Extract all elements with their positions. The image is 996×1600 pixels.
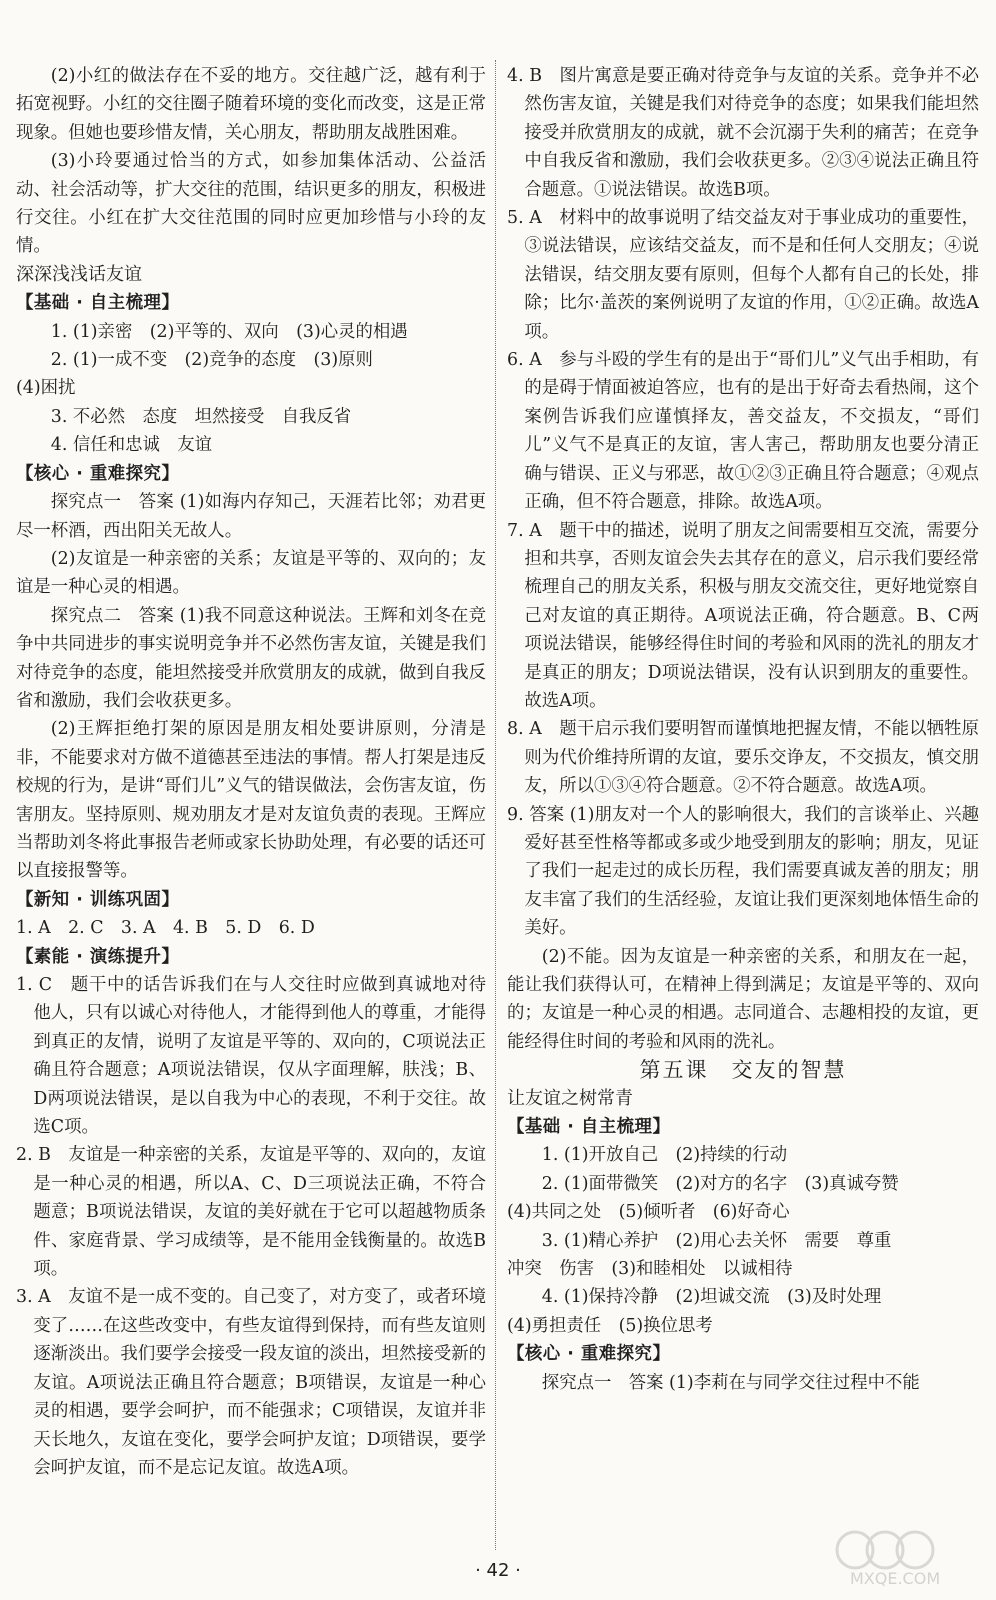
answer-line: (4)共同之处 (5)倾听者 (6)好奇心 xyxy=(507,1202,790,1223)
question-answer: 3. A 友谊不是一成不变的。自己变了，对方变了，或者环境变了……在这些改变中，有些友谊得到保持，而有些友谊则逐渐淡出。我们要学会接受一段友谊的淡出，坦然接受新的友谊。A项说法正确且符合题意；B项错误，友谊是一种心灵的相遇，要学会呵护，而不能强求；C项错误，友谊并非天长地久，友谊在变化，要学会呵护友谊；D项错误，要学会呵护友谊，而不是忘记友谊。故选A项。 xyxy=(16,1287,486,1478)
answer-line: 1. (1)亲密 (2)平等的、双向 (3)心灵的相遇 xyxy=(50,321,408,342)
paragraph: (2)小红的做法存在不妥的地方。交往越广泛，越有利于拓宽视野。小红的交往圈子随着环境的变化而改变，这是正常现象。但她也要珍惜友情，关心朋友，帮助朋友战胜困难。 xyxy=(16,66,486,143)
answer-line: 2. (1)一成不变 (2)竞争的态度 (3)原则 xyxy=(50,350,373,371)
section-heading: 【核心 · 重难探究】 xyxy=(16,463,180,484)
section-title: 深深浅浅话友谊 xyxy=(16,263,142,285)
section-title: 让友谊之树常青 xyxy=(507,1087,633,1109)
section-heading: 【基础 · 自主梳理】 xyxy=(16,293,180,314)
paragraph: (3)小玲要通过恰当的方式，如参加集体活动、公益活动、社会活动等，扩大交往的范围，结识更多的朋友，积极进行交往。小红在扩大交往范围的同时应更加珍惜与小玲的友情。 xyxy=(16,151,486,257)
answer-line: 4. 信任和忠诚 友谊 xyxy=(50,435,213,456)
column-divider xyxy=(495,60,496,1550)
answer-line: 冲突 伤害 (3)和睦相处 以诚相待 xyxy=(507,1259,793,1280)
answer-line: 3. (1)精心养护 (2)用心去关怀 需要 尊重 xyxy=(541,1230,892,1251)
question-answer: 7. A 题干中的描述，说明了朋友之间需要相互交流，需要分担和共享，否则友谊会失去其存在的意义，启示我们要经常梳理自己的朋友关系，积极与朋友交流交往，更好地觉察自己对友谊的真正期待。A项说法正确，符合题意。B、C两项说法错误，能够经得住时间的考验和风雨的洗礼的朋友才是真正的朋友；D项说法错误，没有认识到朋友的重要性。故选A项。 xyxy=(507,520,979,711)
explore-answer: 探究点一 答案 (1)李莉在与同学交往过程中不能 xyxy=(541,1372,920,1393)
question-answer: 2. B 友谊是一种亲密的关系，友谊是平等的、双向的，友谊是一种心灵的相遇，所以A、C、D三项说法正确，不符合题意；B项说法错误，友谊的美好就在于它可以超越物质条件、家庭背景、学习成绩等，是不能用金钱衡量的。故选B项。 xyxy=(16,1145,486,1280)
section-heading: 【新知 · 训练巩固】 xyxy=(16,889,180,910)
answer-line: (4)困扰 xyxy=(16,378,76,399)
question-answer: 9. 答案 (1)朋友对一个人的影响很大，我们的言谈举止、兴趣爱好甚至性格等都或多或少地受到朋友的影响；朋友，见证了我们一起走过的成长历程，我们需要真诚友善的朋友；朋友丰富了我们的生活经验，友谊让我们更深刻地体悟生命的美好。 xyxy=(507,804,979,939)
left-column xyxy=(16,62,486,1482)
svg-text:MXQE.COM: MXQE.COM xyxy=(850,1569,941,1588)
question-answer: 1. C 题干中的话告诉我们在与人交往时应做到真诚地对待他人，只有以诚心对待他人，才能得到他人的尊重，才能得到真正的友情，说明了友谊是平等的、双向的，C项说法正确且符合题意；A项说法错误，仅从字面理解，肤浅；B、D两项说法错误，是以自我为中心的表现，不利于交往。故选C项。 xyxy=(16,975,486,1138)
explore-answer: 探究点一 答案 (1)如海内存知己，天涯若比邻；劝君更尽一杯酒，西出阳关无故人。 xyxy=(16,492,486,541)
answer-line: 2. (1)面带微笑 (2)对方的名字 (3)真诚夸赞 xyxy=(541,1173,899,1194)
question-answer: 6. A 参与斗殴的学生有的是出于“哥们儿”义气出手相助，有的是碍于情面被迫答应，也有的是出于好奇去看热闹，这个案例告诉我们应谨慎择友，善交益友，不交损友，“哥们儿”义气不是真正的友谊，害人害己，帮助朋友也要分清正确与错误、正义与邪恶，故①②③正确且符合题意；④观点正确，但不符合题意，排除。故选A项。 xyxy=(507,350,979,513)
explore-answer: 探究点二 答案 (1)我不同意这种说法。王辉和刘冬在竞争中共同进步的事实说明竞争并不必然伤害友谊，关键是我们对待竞争的态度，能坦然接受并欣赏朋友的成就，做到自我反省和激励，我们会收获更多。 xyxy=(16,605,486,711)
answer-line: 1. A 2. C 3. A 4. B 5. D 6. D xyxy=(16,918,315,939)
answer-line: 3. 不必然 态度 坦然接受 自我反省 xyxy=(50,406,352,427)
answer-line: (4)勇担责任 (5)换位思考 xyxy=(507,1315,713,1336)
right-column xyxy=(507,62,979,1397)
question-answer: 5. A 材料中的故事说明了结交益友对于事业成功的重要性，③说法错误，应该结交益友，而不是和任何人交朋友；④说法错误，结交朋友要有原则，但每个人都有自己的长处，排除；比尔·盖茨的案例说明了友谊的作用，①②正确。故选A项。 xyxy=(507,208,979,342)
lesson-title: 第五课 交友的智慧 xyxy=(639,1058,847,1083)
page-number: · 42 · xyxy=(475,1560,521,1581)
watermark-logo xyxy=(830,1520,980,1590)
section-heading: 【基础 · 自主梳理】 xyxy=(507,1117,671,1138)
question-answer: 4. B 图片寓意是要正确对待竞争与友谊的关系。竞争并不必然伤害友谊，关键是我们对待竞争的态度；如果我们能坦然接受并欣赏朋友的成就，就不会沉溺于失利的痛苦；在竞争中自我反省和激励，我们会收获更多。②③④说法正确且符合题意。①说法错误。故选B项。 xyxy=(507,66,979,200)
answer-line: 4. (1)保持冷静 (2)坦诚交流 (3)及时处理 xyxy=(541,1287,882,1308)
answer-line: 1. (1)开放自己 (2)持续的行动 xyxy=(541,1145,788,1166)
question-answer: 8. A 题干启示我们要明智而谨慎地把握友情，不能以牺牲原则为代价维持所谓的友谊，要乐交诤友，不交损友，慎交朋友，所以①③④符合题意。②不符合题意。故选A项。 xyxy=(507,719,979,797)
explore-answer: (2)王辉拒绝打架的原因是朋友相处要讲原则，分清是非，不能要求对方做不道德甚至违法的事情。帮人打架是违反校规的行为，是讲“哥们儿”义气的错误做法，会伤害友谊，伤害朋友。坚持原则、规劝朋友才是对友谊负责的表现。王辉应当帮助刘冬将此事报告老师或家长协助处理，有必要的话还可以直接报警等。 xyxy=(16,719,486,882)
explore-answer: (2)友谊是一种亲密的关系；友谊是平等的、双向的；友谊是一种心灵的相遇。 xyxy=(16,548,486,598)
section-heading: 【素能 · 演练提升】 xyxy=(16,946,180,967)
question-answer: (2)不能。因为友谊是一种亲密的关系，和朋友在一起，能让我们获得认可，在精神上得到满足；友谊是平等的、双向的；友谊是一种心灵的相遇。志同道合、志趣相投的友谊，更能经得住时间的考验和风雨的洗礼。 xyxy=(507,946,979,1052)
section-heading: 【核心 · 重难探究】 xyxy=(507,1344,671,1365)
